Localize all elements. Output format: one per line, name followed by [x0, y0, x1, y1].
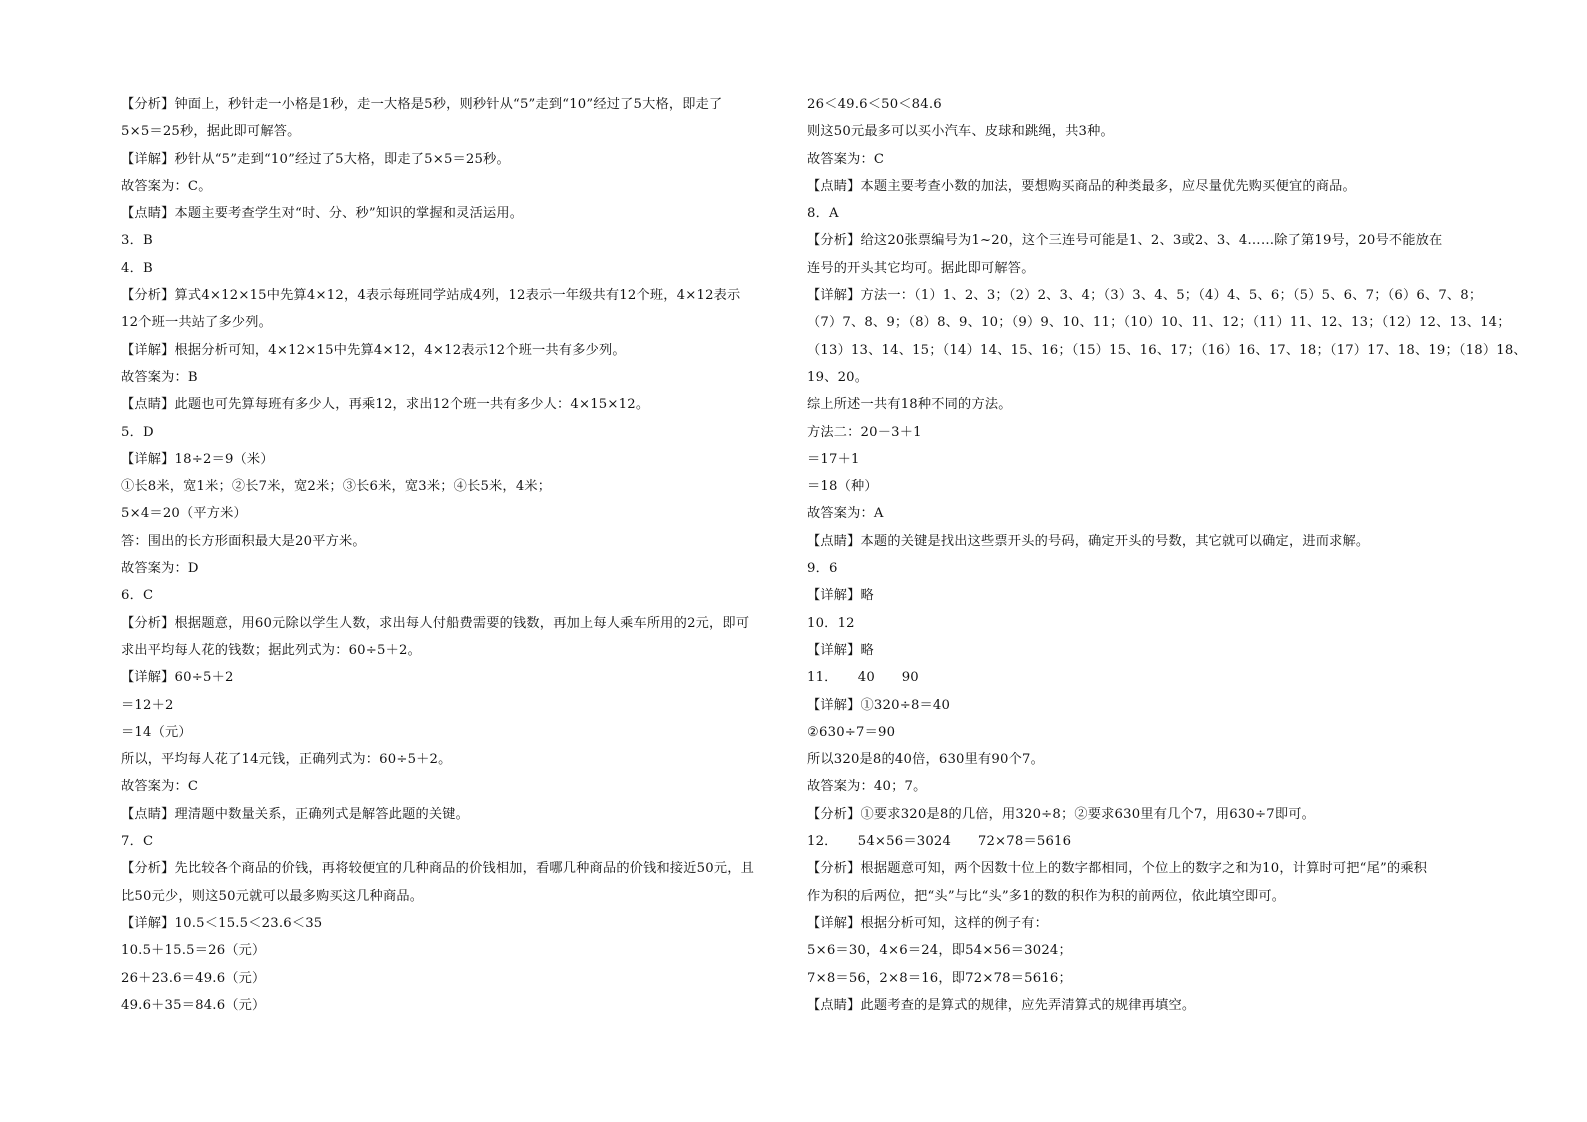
text-line: 【分析】算式4×12×15中先算4×12，4表示每班同学站成4列，12表示一年级共有12个班，4×12表示	[121, 288, 741, 304]
text-line: 6．C	[121, 588, 154, 604]
text-line: 比50元少，则这50元就可以最多购买这几种商品。	[121, 888, 424, 904]
text-line: 【点睛】此题考查的是算式的规律，应先弄清算式的规律再填空。	[807, 997, 1196, 1013]
text-line: 【分析】先比较各个商品的价钱，再将较便宜的几种商品的价钱相加，看哪几种商品的价钱和接近50元，且	[121, 861, 755, 877]
text-line: 【点睛】此题也可先算每班有多少人，再乘12，求出12个班一共有多少人：4×15×12。	[121, 397, 650, 413]
text-line: 【详解】60÷5＋2	[121, 670, 234, 686]
text-line: 10.5＋15.5＝26（元）	[121, 943, 266, 959]
text-line: 所以，平均每人花了14元钱，正确列式为：60÷5＋2。	[121, 752, 452, 768]
text-line: 故答案为：C	[121, 779, 199, 795]
text-line: ＝18（种）	[807, 479, 878, 495]
text-line: 49.6＋35＝84.6（元）	[121, 997, 266, 1013]
text-line: 综上所述一共有18种不同的方法。	[807, 397, 1012, 413]
text-line: 5．D	[121, 424, 154, 440]
text-line: 方法二：20－3＋1	[807, 424, 922, 440]
text-line: 5×6＝30，4×6＝24，即54×56＝3024；	[807, 943, 1072, 959]
text-line: （13）13、14、15；（14）14、15、16；（15）15、16、17；（16）16、17、18；（17）17、18、19；（18）18、	[807, 342, 1527, 358]
text-line: 则这50元最多可以买小汽车、皮球和跳绳，共3种。	[807, 124, 1114, 140]
text-line: 求出平均每人花的钱数；据此列式为：60÷5＋2。	[121, 642, 421, 658]
text-line: 【分析】根据题意，用60元除以学生人数，求出每人付船费需要的钱数，再加上每人乘车所用的2元，即可	[121, 615, 750, 631]
text-line: 【详解】①320÷8＝40	[807, 697, 951, 713]
text-line: 11． 40 90	[807, 670, 919, 686]
text-line: 5×4＝20（平方米）	[121, 506, 247, 522]
text-line: ＝14（元）	[121, 724, 192, 740]
text-line: 19、20。	[807, 369, 869, 385]
text-line: 故答案为：C。	[121, 178, 212, 194]
text-line: ＝12＋2	[121, 697, 174, 713]
text-line: 【分析】根据题意可知，两个因数十位上的数字都相同，个位上的数字之和为10，计算时可把“尾”的乘积	[807, 861, 1428, 877]
text-line: ＝17＋1	[807, 451, 860, 467]
text-line: 【详解】秒针从“5”走到“10”经过了5大格，即走了5×5＝25秒。	[121, 151, 510, 167]
text-line: 26＜49.6＜50＜84.6	[807, 97, 942, 112]
text-line: ①长8米，宽1米；②长7米，宽2米；③长6米，宽3米；④长5米，4米；	[121, 479, 552, 495]
text-line: 3．B	[121, 233, 153, 249]
text-line: 10．12	[807, 615, 855, 631]
text-line: 【详解】略	[807, 588, 874, 604]
text-line: 12． 54×56＝3024 72×78＝5616	[807, 834, 1072, 850]
text-line: （7）7、8、9；（8）8、9、10；（9）9、10、11；（10）10、11、12；（11）11、12、13；（12）12、13、14；	[807, 315, 1511, 331]
text-line: ②630÷7＝90	[807, 724, 896, 740]
text-line: 故答案为：D	[121, 561, 199, 577]
text-line: 8．A	[807, 206, 839, 222]
text-line: 7．C	[121, 834, 154, 850]
text-line: 12个班一共站了多少列。	[121, 315, 273, 331]
text-line: 故答案为：A	[807, 506, 884, 522]
text-line: 4．B	[121, 260, 153, 276]
left-column	[121, 91, 791, 1019]
text-line: 【分析】钟面上，秒针走一小格是1秒，走一大格是5秒，则秒针从“5”走到“10”经过了5大格，即走了	[121, 97, 723, 112]
text-line: 【详解】方法一：（1）1、2、3；（2）2、3、4；（3）3、4、5；（4）4、5、6；（5）5、6、7；（6）6、7、8；	[807, 288, 1483, 304]
text-line: 【详解】略	[807, 642, 874, 658]
text-line: 连号的开头其它均可。据此即可解答。	[807, 260, 1035, 276]
text-line: 【详解】根据分析可知，4×12×15中先算4×12，4×12表示12个班一共有多少列。	[121, 342, 626, 358]
text-line: 【点睛】本题的关键是找出这些票开头的号码，确定开头的号数，其它就可以确定，进而求解。	[807, 533, 1370, 549]
text-line: 【分析】给这20张票编号为1~20，这个三连号可能是1、2、3或2、3、4……除了第19号，20号不能放在	[807, 233, 1443, 249]
text-line: 【点睛】本题主要考查学生对“时、分、秒”知识的掌握和灵活运用。	[121, 206, 524, 222]
text-line: 【详解】10.5＜15.5＜23.6＜35	[121, 915, 323, 931]
text-line: 7×8＝56，2×8＝16，即72×78＝5616；	[807, 970, 1072, 986]
text-line: 【分析】①要求320是8的几倍，用320÷8；②要求630里有几个7，用630÷7即可。	[807, 806, 1316, 822]
text-line: 26＋23.6＝49.6（元）	[121, 970, 266, 986]
text-line: 故答案为：40；7。	[807, 779, 927, 795]
text-line: 答：围出的长方形面积最大是20平方米。	[121, 533, 366, 549]
text-line: 【详解】根据分析可知，这样的例子有：	[807, 915, 1048, 931]
text-line: 【点睛】本题主要考查小数的加法，要想购买商品的种类最多，应尽量优先购买便宜的商品。	[807, 178, 1356, 194]
text-line: 【点睛】理清题中数量关系，正确列式是解答此题的关键。	[121, 806, 470, 822]
text-line: 故答案为：B	[121, 369, 198, 385]
text-line: 作为积的后两位，把“头”与比“头”多1的数的积作为积的前两位，依此填空即可。	[807, 888, 1286, 904]
text-line: 【详解】18÷2＝9（米）	[121, 451, 274, 467]
right-column	[807, 91, 1527, 1019]
text-line: 9．6	[807, 561, 838, 577]
text-line: 故答案为：C	[807, 151, 885, 167]
text-line: 所以320是8的40倍，630里有90个7。	[807, 752, 1044, 768]
text-line: 5×5＝25秒，据此即可解答。	[121, 124, 301, 140]
